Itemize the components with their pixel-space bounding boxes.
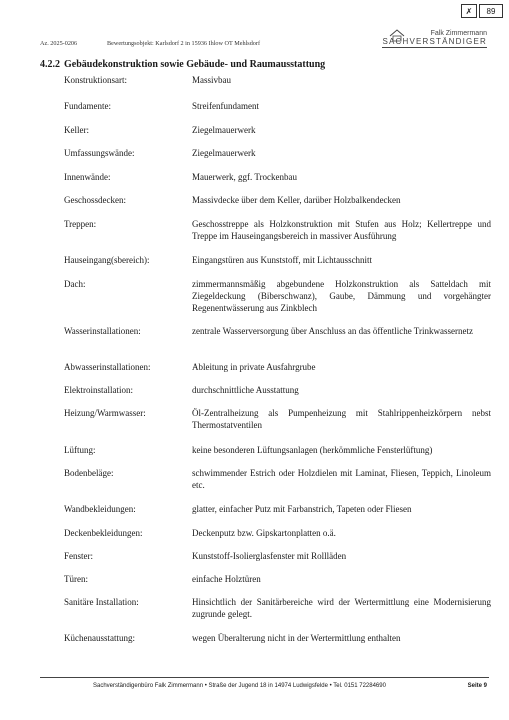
row-value: durchschnittliche Ausstattung	[192, 385, 299, 395]
row-label: Deckenbekleidungen:	[64, 528, 143, 538]
firm-title: SACHVERSTÄNDIGER	[382, 37, 487, 46]
row-label: Fenster:	[64, 551, 93, 561]
row-value: Ziegelmauerwerk	[192, 125, 256, 135]
row-label: Treppen:	[64, 219, 97, 229]
row-value: Deckenputz bzw. Gipskartonplatten o.ä.	[192, 528, 336, 538]
section-title: Gebäudekonstruktion sowie Gebäude- und Raumausstattung	[64, 59, 326, 70]
crossed-box-icon: ✗	[461, 4, 477, 18]
row-value: Eingangstüren aus Kunststoff, mit Lichtausschnitt	[192, 255, 373, 265]
archive-stamp	[461, 4, 503, 18]
row-label: Abwasserinstallationen:	[64, 362, 151, 372]
row-value: Ableitung in private Ausfahrgrube	[192, 362, 316, 372]
row-label: Umfassungswände:	[64, 148, 135, 158]
row-label: Elektroinstallation:	[64, 385, 133, 395]
row-label: Heizung/Warmwasser:	[64, 408, 146, 418]
row-value: Geschosstreppe als Holzkonstruktion mit Stufen aus Holz; Kellertreppe und Treppe im Hauseingangsbereich in massiver Ausführung	[192, 219, 491, 241]
row-value: Mauerwerk, ggf. Trockenbau	[192, 172, 297, 182]
row-value: schwimmender Estrich oder Holzdielen mit Laminat, Fliesen, Teppich, Linoleum etc.	[192, 468, 491, 490]
footer-address: Sachverständigenbüro Falk Zimmermann • Straße der Jugend 18 in 14974 Ludwigsfelde • Tel. 0151 72284690	[93, 683, 386, 689]
firm-block	[382, 30, 487, 48]
row-value: Hinsichtlich der Sanitärbereiche wird der Wertermittlung eine Modernisierung zugrunde gelegt.	[192, 597, 491, 619]
row-value: einfache Holztüren	[192, 574, 261, 584]
row-value: wegen Überalterung nicht in der Wertermittlung enthalten	[192, 633, 401, 643]
row-label: Wandbekleidungen:	[64, 504, 136, 514]
row-label: Dach:	[64, 279, 86, 289]
row-label: Türen:	[64, 574, 88, 584]
row-value: Ziegelmauerwerk	[192, 148, 256, 158]
row-label: Sanitäre Installation:	[64, 597, 139, 607]
row-value: glatter, einfacher Putz mit Farbanstrich, Tapeten oder Fliesen	[192, 504, 412, 514]
row-value: zentrale Wasserversorgung über Anschluss an das öffentliche Trinkwassernetz	[192, 326, 473, 336]
row-label: Innenwände:	[64, 172, 111, 182]
section-number: 4.2.2	[40, 59, 60, 70]
page-number: Seite 9	[467, 683, 487, 689]
row-value: Streifenfundament	[192, 101, 259, 111]
file-reference: Az. 2025-0206	[40, 40, 78, 47]
row-label: Küchenausstattung:	[64, 633, 135, 643]
section-heading	[40, 59, 325, 70]
row-label: Geschossdecken:	[64, 195, 126, 205]
row-label: Hauseingang(sbereich):	[64, 255, 150, 265]
footer-divider	[40, 677, 489, 678]
valuation-object: Bewertungsobjekt: Karlsdorf 2 in 15936 Ihlow OT Mehlsdorf	[107, 40, 261, 47]
row-label: Wasserinstallationen:	[64, 326, 141, 336]
archive-number: 89	[479, 4, 503, 18]
row-label: Bodenbeläge:	[64, 468, 114, 478]
row-label: Keller:	[64, 125, 89, 135]
row-value: Kunststoff-Isolierglasfenster mit Rollläden	[192, 551, 347, 561]
row-label: Fundamente:	[64, 101, 111, 111]
page-header	[40, 28, 487, 50]
row-value: keine besonderen Lüftungsanlagen (herkömmliche Fensterlüftung)	[192, 445, 433, 455]
row-value: Massivbau	[192, 75, 231, 85]
row-value: zimmermannsmäßig abgebundene Holzkonstruktion als Satteldach mit Ziegeldeckung (Biberschwanz), Gaube, Dämmung und vorgehängter Regenentwässerung aus Zinkblech	[192, 279, 491, 313]
row-label: Lüftung:	[64, 445, 96, 455]
row-label: Konstruktionsart:	[64, 75, 127, 85]
row-value: Öl-Zentralheizung als Pumpenheizung mit Stahlrippenheizkörpern nebst Thermostatventilen	[192, 408, 491, 430]
firm-name: Falk Zimmermann	[430, 30, 487, 37]
row-value: Massivdecke über dem Keller, darüber Holzbalkendecken	[192, 195, 401, 205]
